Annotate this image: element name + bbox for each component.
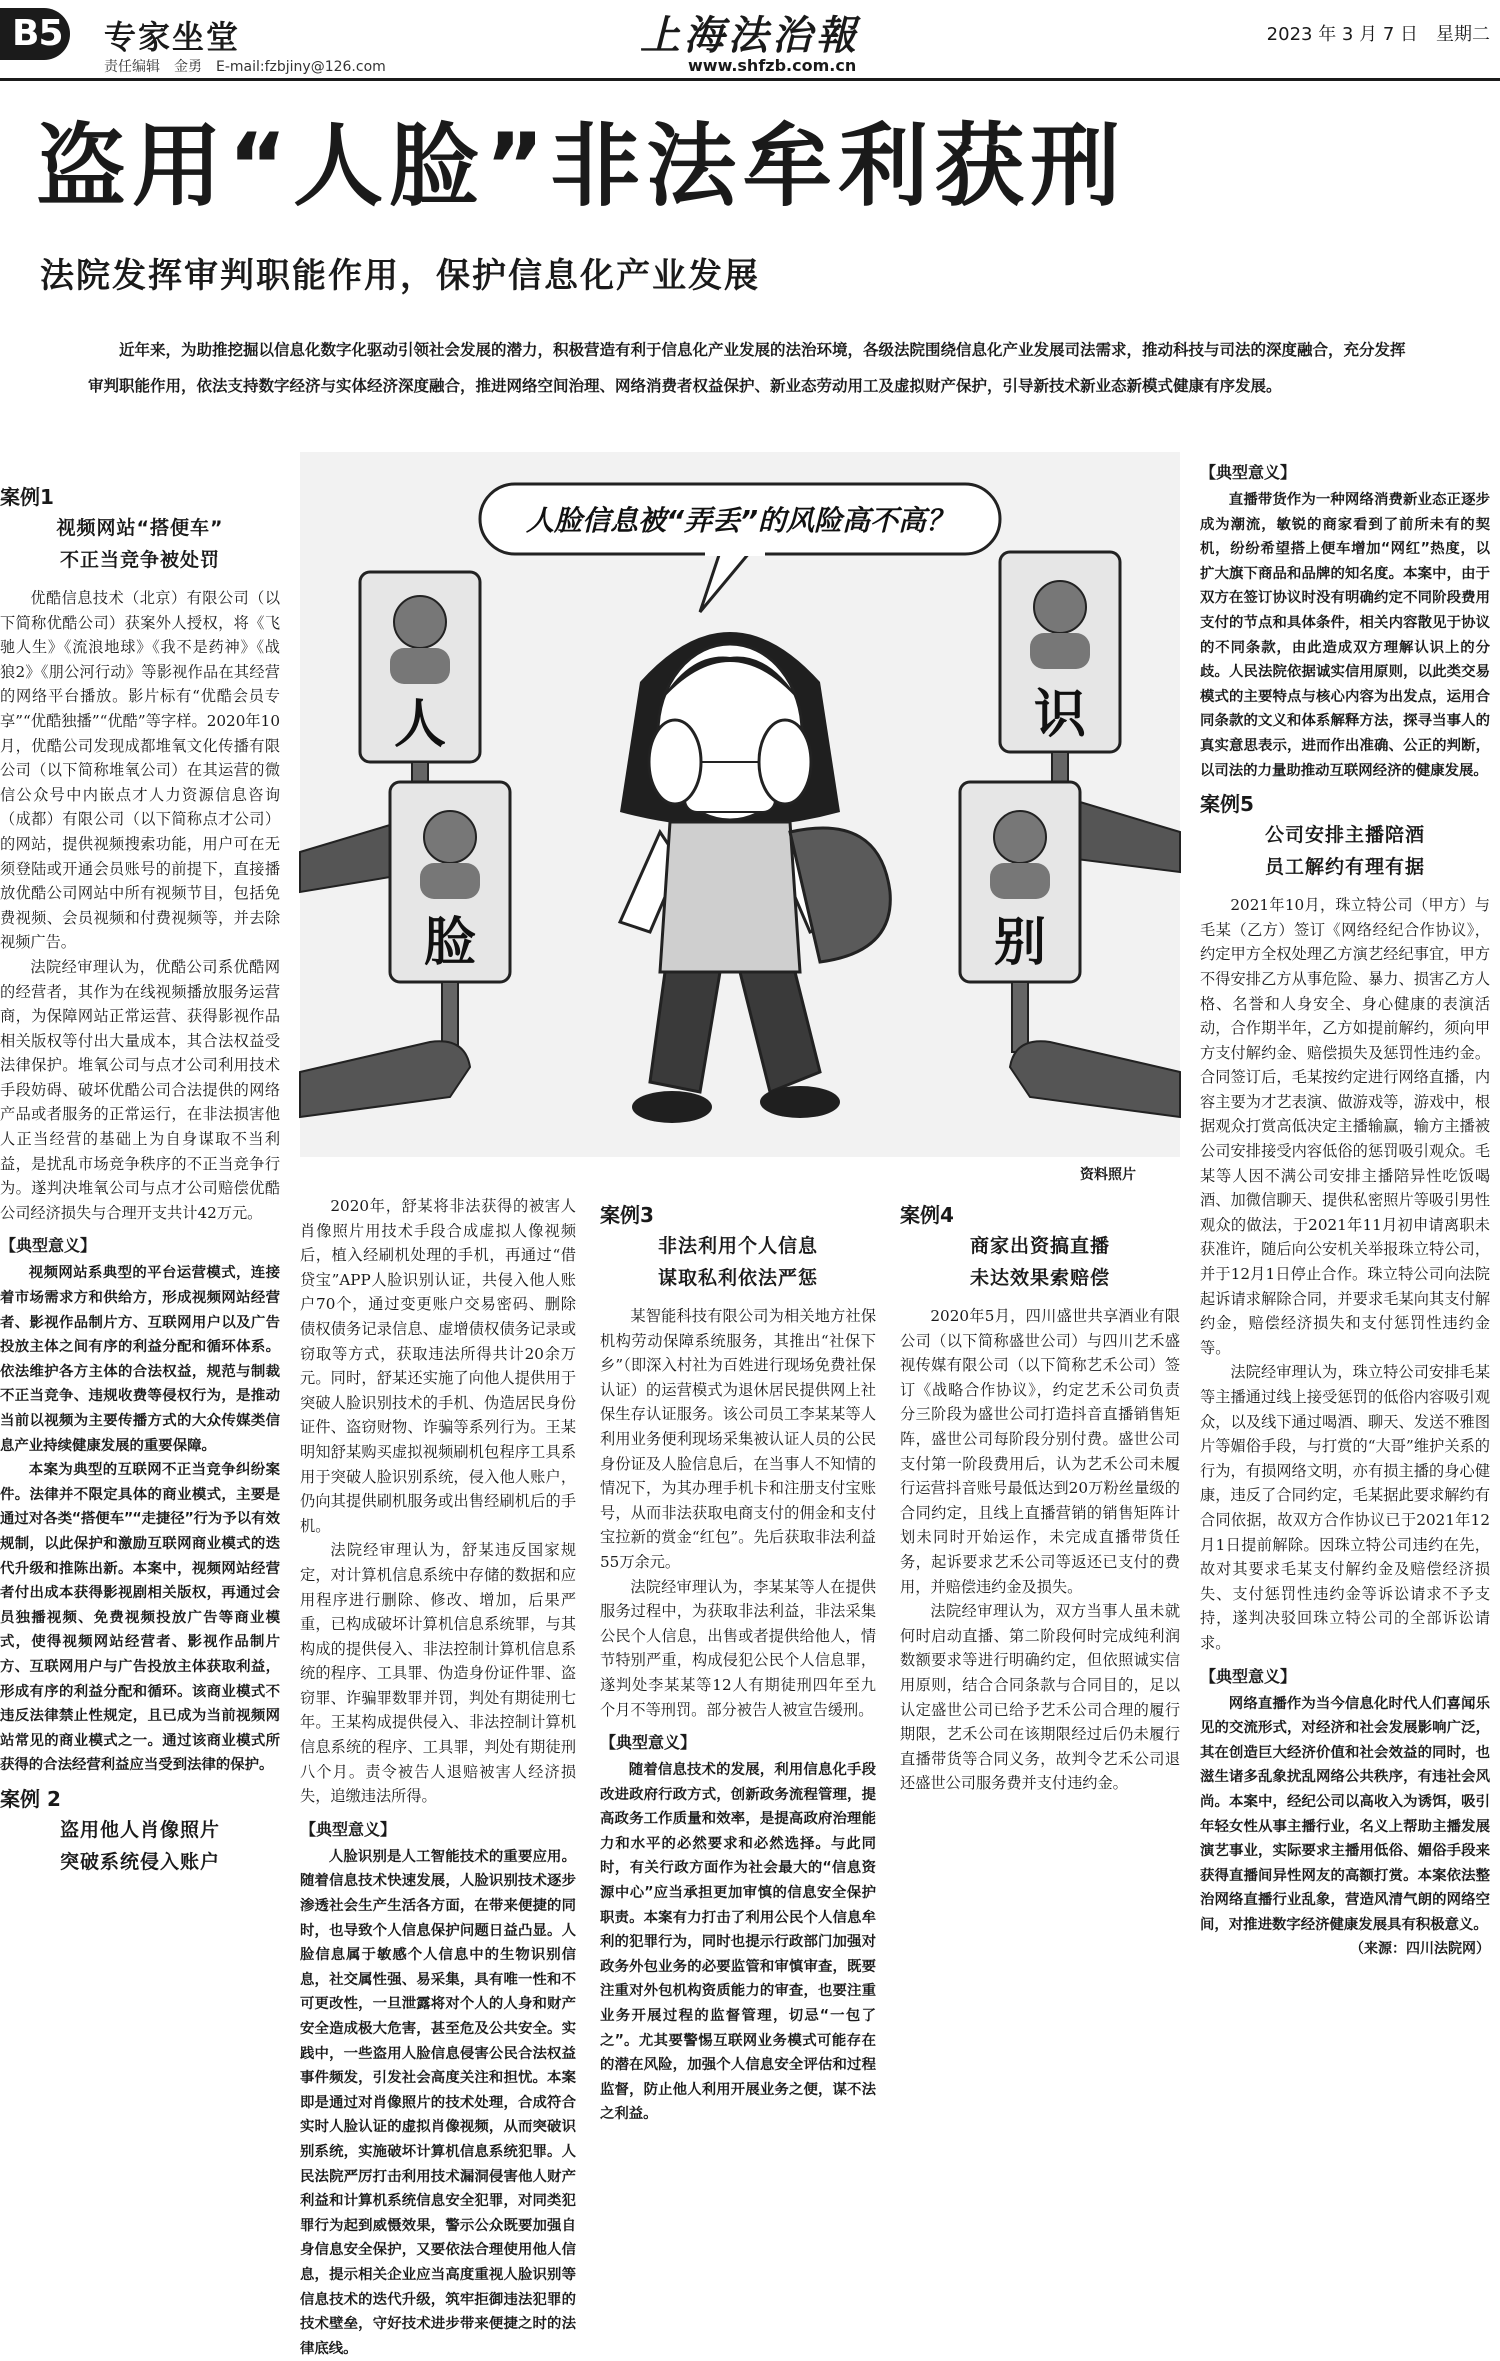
- headline: 盗用“人脸”非法牟利获刑: [36, 114, 1127, 219]
- case3-significance-label: 【典型意义】: [600, 1733, 697, 1753]
- svg-text:识: 识: [1033, 685, 1087, 745]
- svg-text:别: 别: [993, 913, 1047, 973]
- case1-significance-p2: 本案为典型的互联网不正当竞争纠纷案件。法律并不限定具体的商业模式，主要是通过对各类“搭便车”“走捷径”行为予以有效规制，以此保护和激励互联网商业模式的迭代升级和推陈出新。本案中，视频网站经营者付出成本获得影视剧相关版权，再通过会员独播视频、免费视频投放广告等商业模式，使得视频网站经营者、影视作品制片方、互联网用户与广告投放主体获取利益，形成有序的利益分配和循环。该商业模式不违反法律禁止性规定，且已成为当前视频网站常见的商业模式之一。通过该商业模式所获得的合法经营利益应当受到法律的保护。: [0, 1462, 280, 1774]
- case4-title: [900, 1230, 1180, 1294]
- newspaper-logo: 上海法治報: [640, 12, 860, 59]
- case4-significance-label: 【典型意义】: [1200, 463, 1297, 482]
- case3-significance-p1: 随着信息技术的发展，利用信息化手段改进政府行政方式，创新政务流程管理，提高政务工作质量和效率，是提高政府治理能力和水平的必然要求和必然选择。与此同时，有关行政方面作为社会最大的“信息资源中心”应当承担更加审慎的信息安全保护职责。本案有力打击了利用公民个人信息牟利的犯罪行为，同时也提示行政部门加强对政务外包业务的必要监管和审慎审查，既要注重对外包机构资质能力的审查，也要注重业务开展过程的监督管理，切忌“一包了之”。尤其要警惕互联网业务模式可能存在的潜在风险，加强个人信息安全评估和过程监督，防止他人利用开展业务之便，谋不法之利益。: [600, 1762, 876, 2123]
- case1-label: 案例1: [0, 485, 54, 509]
- case3-title-line2: 谋取私利依法严惩: [657, 1267, 818, 1289]
- case4-label: 案例4: [900, 1203, 954, 1227]
- case4-significance-p1: 直播带货作为一种网络消费新业态正逐步成为潮流，敏锐的商家看到了前所未有的契机，纷纷希望搭上便车增加“网红”热度，以扩大旗下商品和品牌的知名度。本案中，由于双方在签订协议时没有明确约定不同阶段费用支付的节点和具体条件，相关内容散见于协议的不同条款，由此造成双方理解认识上的分歧。人民法院依据诚实信用原则，以此类交易模式的主要特点与核心内容为出发点，运用合同条款的文义和体系解释方法，探寻当事人的真实意思表示，进而作出准确、公正的判断，以司法的力量助推动互联网经济的健康发展。: [1200, 492, 1490, 779]
- case5-significance-label: 【典型意义】: [1200, 1666, 1297, 1686]
- column-3: [600, 1194, 876, 2226]
- case5-title: [1200, 819, 1490, 883]
- column-2: [300, 1194, 576, 2357]
- case4-title-line2: 未达效果索赔偿: [969, 1267, 1110, 1289]
- case1-title-line2: 不正当竞争被处罚: [59, 549, 220, 571]
- illustration: [300, 452, 1180, 1157]
- editor-line: 责任编辑 金勇 E-mail:fzbjiny@126.com: [104, 59, 386, 75]
- svg-text:脸: 脸: [423, 913, 477, 973]
- case5-significance: [1200, 1692, 1490, 1938]
- case5-significance-p1: 网络直播作为当今信息化时代人们喜闻乐见的交流形式，对经济和社会发展影响广泛，其在创造巨大经济价值和社会效益的同时，也滋生诸多乱象扰乱网络公共秩序，有违社会风尚。本案中，经纪公司以高收入为诱饵，吸引年轻女性从事主播行业，名义上帮助主播发展演艺事业，实际要求主播用低俗、媚俗手段来获得直播间异性网友的高额打赏。本案依法整治网络直播行业乱象，营造风清气朗的网络空间，对推进数字经济健康发展具有积极意义。: [1200, 1695, 1490, 1933]
- case1-significance: [0, 1261, 280, 1777]
- case2-title: [0, 1814, 280, 1878]
- case3-significance: [600, 1758, 876, 2127]
- case2-body2: 法院经审理认为，舒某违反国家规定，对计算机信息系统中存储的数据和应用程序进行删除、修改、增加，后果严重，已构成破坏计算机信息系统罪，与其构成的提供侵入、非法控制计算机信息系统的程序、工具罪、伪造身份证件罪、盗窃罪、诈骗罪数罪并罚，判处有期徒刑七年。王某构成提供侵入、非法控制计算机信息系统的程序、工具罪，判处有期徒刑八个月。责令被告人退赔被害人经济损失，追缴违法所得。: [300, 1541, 576, 1806]
- case1-significance-label: 【典型意义】: [0, 1236, 97, 1256]
- case2-label: 案例 2: [0, 1786, 61, 1811]
- case3-title-line1: 非法利用个人信息: [657, 1235, 818, 1257]
- masthead: [0, 0, 1500, 80]
- svg-text:人: 人: [393, 695, 447, 755]
- column-4: [900, 1194, 1180, 2226]
- case3-title: [600, 1230, 876, 1294]
- column-1: [0, 476, 280, 2226]
- case2-title-line1: 盗用他人肖像照片: [59, 1818, 220, 1841]
- case1-significance-p1: 视频网站系典型的平台运营模式，连接着市场需求方和供给方，形成视频网站经营者、影视作品制片方、互联网用户以及广告投放主体之间有序的利益分配和循环体系。依法维护各方主体的合法权益，规范与制裁不正当竞争、违规收费等侵权行为，是推动当前以视频为主要传播方式的大众传媒类信息产业持续健康发展的重要保障。: [0, 1265, 280, 1454]
- header-rule: [0, 78, 1500, 81]
- lead-paragraph: 近年来，为助推挖掘以信息化数字化驱动引领社会发展的潜力，积极营造有利于信息化产业发展的法治环境，各级法院围绕信息化产业发展司法需求，推动科技与司法的深度融合，充分发挥审判职能作用，依法支持数字经济与实体经济深度融合，推进网络空间治理、网络消费者权益保护、新业态劳动用工及虚拟财产保护，引导新技术新业态新模式健康有序发展。: [88, 341, 1406, 395]
- column-5: [1200, 452, 1490, 2226]
- subheadline: 法院发挥审判职能作用，保护信息化产业发展: [40, 256, 760, 296]
- case4-significance: [1200, 488, 1490, 783]
- newspaper-url: www.shfzb.com.cn: [688, 56, 857, 75]
- case5-title-line2: 员工解约有理有据: [1264, 856, 1425, 879]
- page-number-tab: B5: [0, 8, 70, 60]
- case2-body1: 2020年，舒某将非法获得的被害人肖像照片用技术手段合成虚拟人像视频后，植入经刷机处理的手机，再通过“借贷宝”APP人脸识别认证，共侵入他人账户70个，通过变更账户交易密码、删除债权债务记录信息、虚增债权债务记录或窃取等方式，获取违法所得共计20余万元。同时，舒某还实施了向他人提供用于突破人脸识别技术的手机、伪造居民身份证件、盗窃财物、诈骗等系列行为。王某明知舒某购买虚拟视频刷机包程序工具系用于突破人脸识别系统，侵入他人账户，仍向其提供刷机服务或出售经刷机后的手机。: [300, 1197, 576, 1535]
- face-recognition-cartoon: [300, 452, 1180, 1157]
- case1-title: [0, 512, 280, 576]
- case4-body1: 2020年5月，四川盛世共享酒业有限公司（以下简称盛世公司）与四川艺禾盛视传媒有限公司（以下简称艺禾公司）签订《战略合作协议》，约定艺禾公司负责分三阶段为盛世公司打造抖音直播销售矩阵，盛世公司每阶段分别付费。盛世公司支付第一阶段费用后，认为艺禾公司未履行运营抖音账号最低达到20万粉丝量级的合同约定，且线上直播营销的销售矩阵计划未同时开始运作，未完成直播带货任务，起诉要求艺禾公司等返还已支付的费用，并赔偿违约金及损失。: [900, 1307, 1180, 1596]
- case5-title-line1: 公司安排主播陪酒: [1264, 824, 1425, 847]
- case1-title-line1: 视频网站“搭便车”: [56, 517, 224, 539]
- case2-significance-p1: 人脸识别是人工智能技术的重要应用。随着信息技术快速发展，人脸识别技术逐步渗透社会生产生活各方面，在带来便捷的同时，也导致个人信息保护问题日益凸显。人脸信息属于敏感个人信息中的生物识别信息，社交属性强、易采集，具有唯一性和不可更改性，一旦泄露将对个人的人身和财产安全造成极大危害，甚至危及公共安全。实践中，一些盗用人脸信息侵害公民合法权益事件频发，引发社会高度关注和担忧。本案即是通过对肖像照片的技术处理，合成符合实时人脸认证的虚拟肖像视频，从而突破识别系统，实施破坏计算机信息系统犯罪。人民法院严厉打击利用技术漏洞侵害他人财产利益和计算机系统信息安全犯罪，对同类犯罪行为起到威慑效果，警示公众既要加强自身信息安全保护，又要依法合理使用他人信息，提示相关企业应当高度重视人脸识别等信息技术的迭代升级，筑牢拒御违法犯罪的技术壁垒，守好技术进步带来便捷之时的法律底线。: [300, 1848, 576, 2357]
- column-title: 专家坐堂: [104, 18, 241, 56]
- case1-body2: 法院经审理认为，优酷公司系优酷网的经营者，其作为在线视频播放服务运营商，为保障网站正常运营、获得影视作品相关版权等付出大量成本，其合法权益受法律保护。堆氧公司与点才公司利用技术手段妨碍、破坏优酷公司合法提供的网络产品或者服务的正常运行，在非法损害他人正当经营的基础上为自身谋取不当利益，是扰乱市场竞争秩序的不正当竞争行为。遂判决堆氧公司与点才公司赔偿优酷公司经济损失与合理开支共计42万元。: [0, 957, 280, 1222]
- issue-date: 2023 年 3 月 7 日 星期二: [1266, 24, 1490, 45]
- case2-significance: [300, 1845, 576, 2361]
- case2-significance-label: 【典型意义】: [300, 1819, 397, 1839]
- case5-label: 案例5: [1200, 792, 1254, 817]
- case5-body1: 2021年10月，珠立特公司（甲方）与毛某（乙方）签订《网络经纪合作协议》，约定甲方全权处理乙方演艺经纪事宜，甲方不得安排乙方从事危险、暴力、损害乙方人格、名誉和人身安全、身心健康的表演活动，合作期半年，乙方如提前解约，须向甲方支付解约金、赔偿损失及惩罚性违约金。合同签订后，毛某按约定进行网络直播，内容主要为才艺表演、做游戏等，游戏中，根据观众打赏高低决定主播输赢，输方主播被公司安排接受内容低俗的惩罚吸引观众。毛某等人因不满公司安排主播陪异性吃饭喝酒、加微信聊天、提供私密照片等吸引男性观众的做法，于2021年11月初申请离职未获准许，随后向公安机关举报珠立特公司，并于12月1日停止合作。珠立特公司向法院起诉请求解除合同，并要求毛某向其支付解约金，赔偿经济损失和支付惩罚性违约金等。: [1200, 896, 1490, 1357]
- case3-body2: 法院经审理认为，李某某等人在提供服务过程中，为获取非法利益，非法采集公民个人信息，出售或者提供给他人，情节特别严重，构成侵犯公民个人信息罪，遂判处李某某等12人有期徒刑四年至九个月不等刑罚。部分被告人被宣告缓刑。: [600, 1577, 876, 1719]
- case3-label: 案例3: [600, 1203, 654, 1227]
- case4-body2: 法院经审理认为，双方当事人虽未就何时启动直播、第二阶段何时完成纯利润数额要求等进行明确约定，但依照诚实信用原则，结合合同条款与合同目的，足以认定盛世公司已给予艺禾公司合理的履行期限，艺禾公司在该期限经过后仍未履行直播带货等合同义务，故判令艺禾公司退还盛世公司服务费并支付违约金。: [900, 1602, 1180, 1793]
- case4-title-line1: 商家出资搞直播: [969, 1235, 1110, 1257]
- source-credit: （来源：四川法院网）: [1350, 1941, 1490, 1958]
- case3-body1: 某智能科技有限公司为相关地方社保机构劳动保障系统服务，其推出“社保下乡”（即深入村社为百姓进行现场免费社保认证）的运营模式为退休居民提供网上社保生存认证服务。该公司员工李某某等人利用业务便利现场采集被认证人员的公民身份证及人脸信息后，在当事人不知情的情况下，为其办理手机卡和注册支付宝账号，从而非法获取电商支付的佣金和支付宝拉新的赏金“红包”。先后获取非法利益55万余元。: [600, 1307, 876, 1571]
- case5-body2: 法院经审理认为，珠立特公司安排毛某等主播通过线上接受惩罚的低俗内容吸引观众，以及线下通过喝酒、聊天、发送不雅图片等媚俗手段，与打赏的“大哥”维护关系的行为，有损网络文明，亦有损主播的身心健康，违反了合同约定，毛某据此要求解约有合同依据，故双方合作协议已于2021年12月1日提前解除。因珠立特公司违约在先，故对其要求毛某支付解约金及赔偿经济损失、支付惩罚性违约金等诉讼请求不予支持，遂判决驳回珠立特公司的全部诉讼请求。: [1200, 1363, 1490, 1652]
- case2-title-line2: 突破系统侵入账户: [59, 1850, 220, 1873]
- illustration-caption: 资料照片: [1080, 1167, 1136, 1183]
- speech-bubble-text: 人脸信息被“弄丢”的风险高不高？: [525, 504, 955, 537]
- case1-body1: 优酷信息技术（北京）有限公司（以下简称优酷公司）获案外人授权，将《飞驰人生》《流浪地球》《我不是药神》《战狼2》《朋公河行动》等影视作品在其经营的网络平台播放。影片标有“优酷会员专享”“优酷独播”“优酷”等字样。2020年10月，优酷公司发现成都堆氧文化传播有限公司（以下简称堆氧公司）在其运营的微信公众号中内嵌点才人力资源信息咨询（成都）有限公司（以下简称点才公司）的网站，提供视频搜索功能，用户可在无须登陆或开通会员账号的前提下，直接播放优酷公司网站中所有视频节目，包括免费视频、会员视频和付费视频等，并去除视频广告。: [0, 589, 280, 952]
